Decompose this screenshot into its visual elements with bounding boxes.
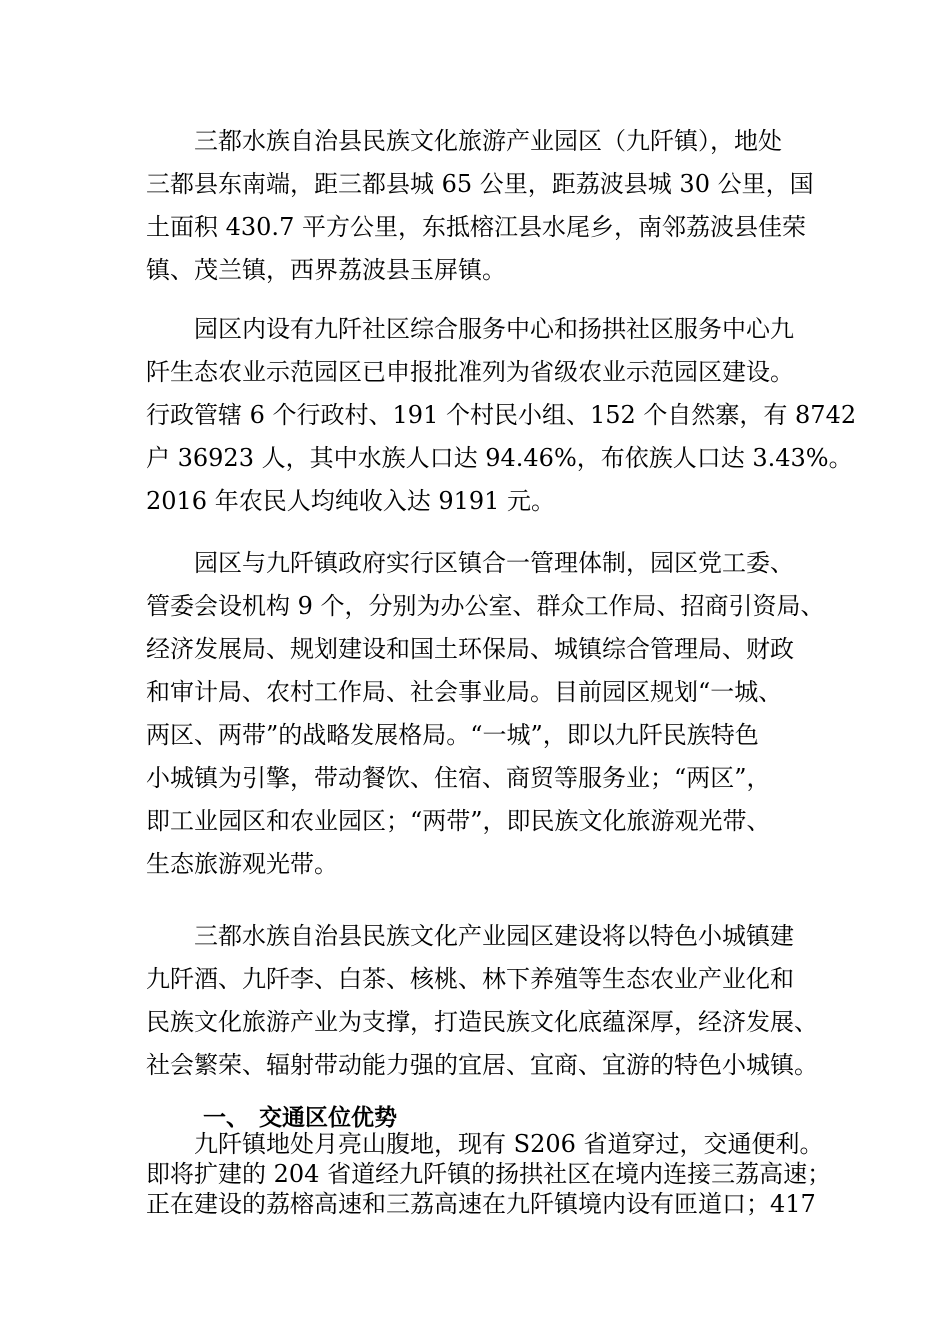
text-line: 镇、茂兰镇，西界荔波县玉屏镇。	[146, 256, 506, 284]
text-line: 小城镇为引擎，带动餐饮、住宿、商贸等服务业；“两区”，	[146, 764, 771, 792]
text-line: 和审计局、农村工作局、社会事业局。目前园区规划“一城、	[146, 678, 783, 706]
section-number: 一、	[203, 1105, 249, 1131]
text-line: 经济发展局、规划建设和国土环保局、城镇综合管理局、财政	[146, 635, 794, 663]
text-line: 正在建设的荔榕高速和三荔高速在九阡镇境内设有匝道口；417	[146, 1190, 816, 1218]
text-line: 社会繁荣、辐射带动能力强的宜居、宜商、宜游的特色小城镇。	[146, 1051, 818, 1079]
text-line: 户 36923 人，其中水族人口达 94.46%，布依族人口达 3.43%。	[146, 444, 853, 472]
text-line: 即将扩建的 204 省道经九阡镇的扬拱社区在境内连接三荔高速；	[146, 1160, 832, 1188]
paragraph-administration	[146, 308, 857, 523]
text-line: 管委会设机构 9 个，分别为办公室、群众工作局、招商引资局、	[146, 592, 825, 620]
text-line: 园区与九阡镇政府实行区镇合一管理体制，园区党工委、	[194, 549, 794, 577]
text-line: 2016 年农民人均纯收入达 9191 元。	[146, 487, 556, 515]
text-line: 园区内设有九阡社区综合服务中心和扬拱社区服务中心九	[194, 315, 794, 343]
text-line: 土面积 430.7 平方公里，东抵榕江县水尾乡，南邻荔波县佳荣	[146, 213, 806, 241]
paragraph-transport	[146, 1129, 836, 1219]
text-line: 行政管辖 6 个行政村、191 个村民小组、152 个自然寨，有 8742	[146, 401, 857, 429]
text-line: 九阡酒、九阡李、白茶、核桃、林下养殖等生态农业产业化和	[146, 965, 794, 993]
text-line: 即工业园区和农业园区；“两带”，即民族文化旅游观光带、	[146, 807, 771, 835]
text-line: 阡生态农业示范园区已申报批准列为省级农业示范园区建设。	[146, 358, 794, 386]
text-line: 民族文化旅游产业为支撑，打造民族文化底蕴深厚，经济发展、	[146, 1008, 818, 1036]
text-line: 九阡镇地处月亮山腹地，现有 S206 省道穿过，交通便利。	[194, 1130, 824, 1158]
paragraph-development	[146, 915, 826, 1087]
text-line: 两区、两带”的战略发展格局。“一城”，即以九阡民族特色	[146, 721, 759, 749]
section-title: 交通区位优势	[259, 1105, 397, 1131]
text-line: 三都水族自治县民族文化产业园区建设将以特色小城镇建	[194, 922, 794, 950]
paragraph-location	[146, 120, 826, 292]
paragraph-management	[146, 542, 826, 886]
text-line: 生态旅游观光带。	[146, 850, 338, 878]
text-line: 三都水族自治县民族文化旅游产业园区（九阡镇），地处	[194, 127, 782, 155]
text-line: 三都县东南端，距三都县城 65 公里，距荔波县城 30 公里，国	[146, 170, 814, 198]
